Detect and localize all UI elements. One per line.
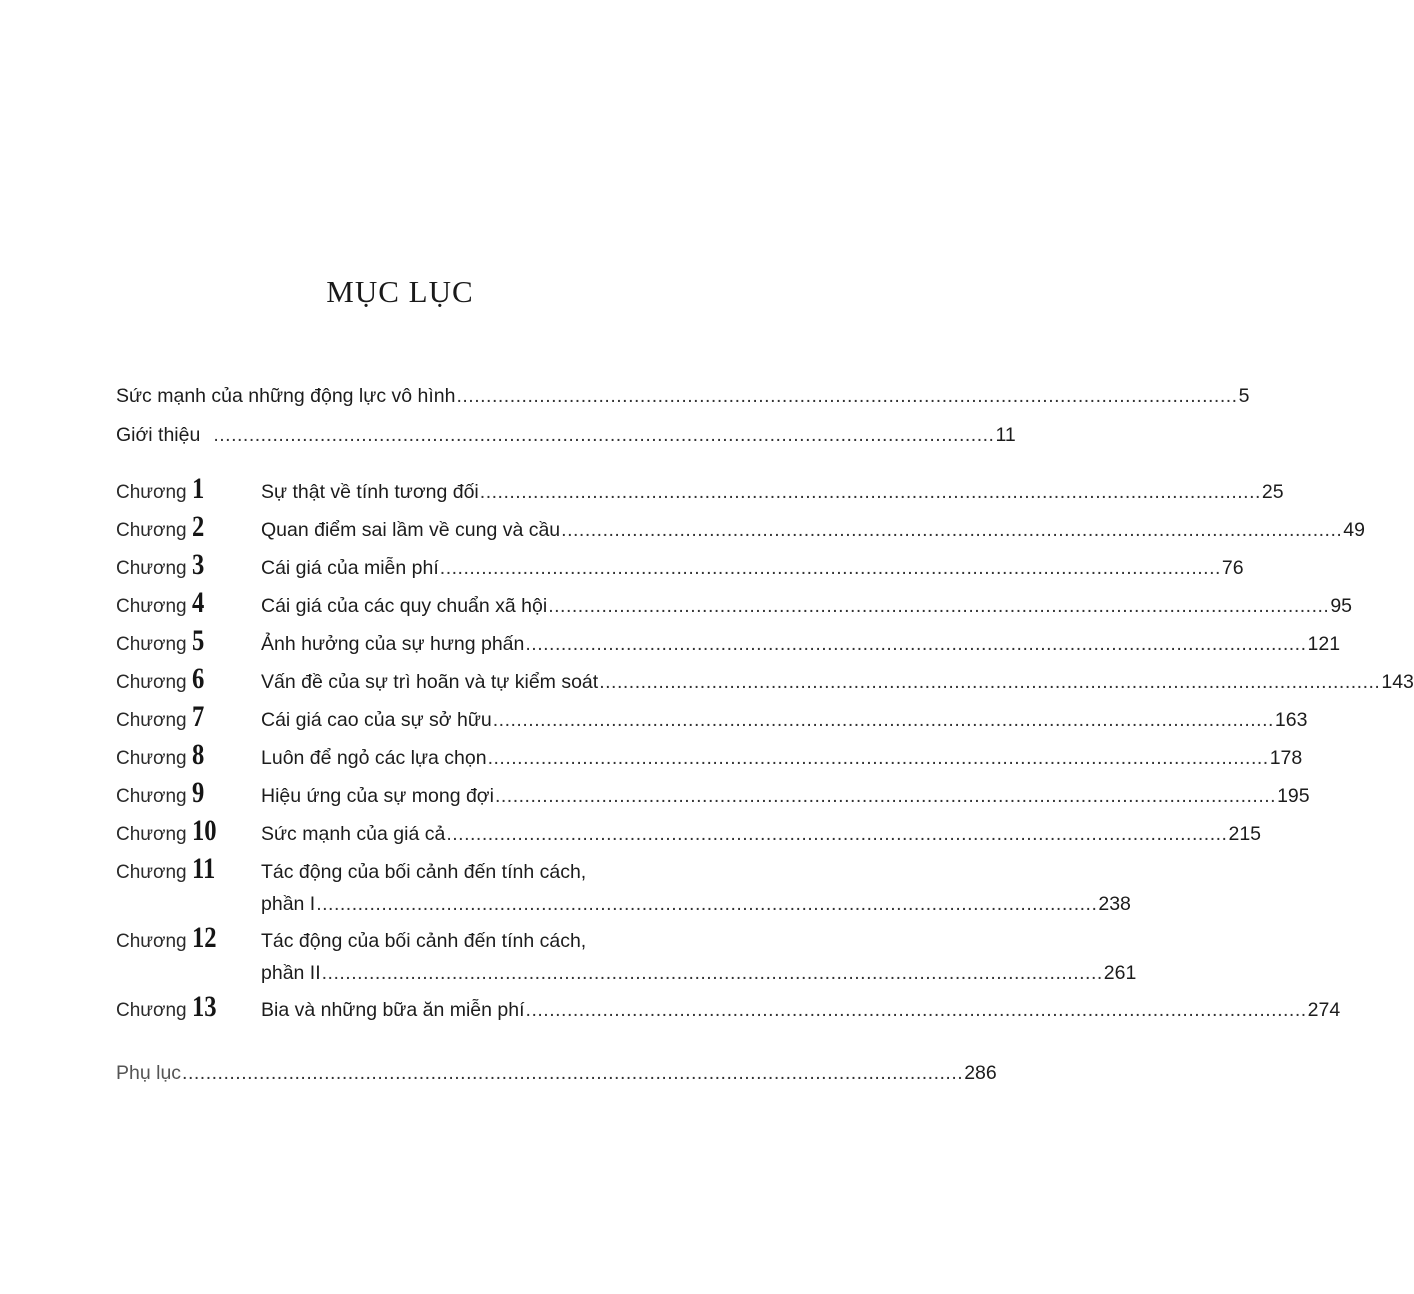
chapter-line [261, 746, 1303, 770]
chapter-label-text: Chương [116, 1000, 187, 1021]
leader-dots: .................................................................................................................................... [321, 962, 1103, 984]
toc-entry-page: 286 [964, 1062, 997, 1084]
chapter-label-text: Chương [116, 862, 187, 883]
toc-entry-page: 11 [995, 424, 1016, 446]
chapter-label [116, 738, 207, 772]
leader-dots: .................................................................................................................................... [439, 557, 1221, 579]
chapter-line [261, 632, 1341, 656]
chapter-number: 3 [191, 548, 204, 581]
chapter-title: Tác động của bối cảnh đến tính cách, [261, 930, 587, 952]
chapter-title-continuation [261, 892, 1131, 916]
chapter-label-text: Chương [116, 520, 187, 541]
chapter-label [116, 852, 220, 886]
toc-entry-page: 143 [1381, 671, 1414, 693]
chapter-label [116, 700, 207, 734]
chapter-label [116, 990, 222, 1024]
chapter-number: 4 [191, 586, 204, 619]
chapter-label [116, 510, 207, 544]
toc-entry-title: Sức mạnh của những động lực vô hình [116, 385, 456, 407]
chapter-title: Vấn đề của sự trì hoãn và tự kiểm soát [261, 671, 599, 693]
leader-dots: .................................................................................................................................... [548, 595, 1330, 617]
toc-entry-front-2[interactable] [116, 423, 1016, 447]
chapter-line [261, 480, 1284, 504]
chapter-title-continuation [261, 961, 1137, 985]
toc-entry-page: 76 [1221, 557, 1244, 579]
chapter-number: 8 [191, 738, 204, 771]
leader-dots: .................................................................................................................................... [213, 424, 995, 446]
toc-entry-page: 215 [1228, 823, 1262, 845]
chapter-label [116, 586, 207, 620]
chapter-line [261, 518, 1365, 542]
chapter-title: Tác động của bối cảnh đến tính cách, [261, 861, 587, 883]
toc-entry-page: 5 [1238, 385, 1250, 407]
toc-entry-page: 195 [1277, 785, 1310, 807]
leader-dots: .................................................................................................................................... [456, 385, 1238, 407]
toc-entry-page: 95 [1330, 595, 1353, 617]
chapter-title: Cái giá của các quy chuẩn xã hội [261, 595, 548, 617]
toc-entry-page: 178 [1269, 747, 1303, 769]
chapter-title: Cái giá của miễn phí [261, 557, 439, 579]
chapter-title: Sự thật về tính tương đối [261, 481, 479, 503]
chapter-label-text: Chương [116, 634, 187, 655]
toc-entry-title: Phụ lục [116, 1062, 182, 1084]
chapter-number: 11 [191, 852, 215, 885]
chapter-title: Ảnh hưởng của sự hưng phấn [261, 633, 525, 655]
toc-entry-page: 238 [1098, 893, 1131, 915]
chapter-title-cont: phần II [261, 962, 321, 984]
chapter-label-text: Chương [116, 824, 187, 845]
leader-dots: .................................................................................................................................... [182, 1062, 964, 1084]
chapter-label [116, 662, 207, 696]
toc-entry-back-1[interactable] [116, 1061, 997, 1085]
chapter-label [116, 472, 207, 506]
chapter-label [116, 548, 207, 582]
chapter-label [116, 921, 222, 955]
toc-entry-title: Giới thiệu [116, 424, 201, 446]
chapter-label-text: Chương [116, 931, 187, 952]
chapter-line [261, 670, 1414, 694]
page-title: MỤC LỤC [326, 274, 474, 309]
toc-entry-front-1[interactable] [116, 384, 1250, 408]
toc-entry-page: 25 [1261, 481, 1284, 503]
leader-dots: .................................................................................................................................... [446, 823, 1228, 845]
toc-entry-page: 49 [1343, 519, 1365, 541]
chapter-number: 9 [191, 776, 204, 809]
chapter-line [261, 708, 1308, 732]
chapter-line [261, 594, 1353, 618]
chapter-label [116, 814, 222, 848]
chapter-title-cont: phần I [261, 893, 316, 915]
chapter-label-text: Chương [116, 482, 187, 503]
chapter-line [261, 556, 1244, 580]
chapter-number: 13 [191, 990, 217, 1023]
chapter-label-text: Chương [116, 786, 187, 807]
chapter-line [261, 784, 1310, 808]
leader-dots: .................................................................................................................................... [599, 671, 1381, 693]
chapter-number: 12 [191, 921, 217, 954]
toc-entry-page: 121 [1307, 633, 1341, 655]
chapter-number: 1 [191, 472, 204, 505]
leader-dots: .................................................................................................................................... [525, 633, 1307, 655]
chapter-label-text: Chương [116, 596, 187, 617]
chapter-label-text: Chương [116, 672, 187, 693]
chapter-line [261, 998, 1341, 1022]
chapter-label-text: Chương [116, 748, 187, 769]
toc-entry-page: 261 [1103, 962, 1137, 984]
leader-dots: .................................................................................................................................... [525, 999, 1307, 1021]
chapter-number: 6 [191, 662, 204, 695]
chapter-number: 7 [191, 700, 204, 733]
chapter-label-text: Chương [116, 558, 187, 579]
leader-dots: .................................................................................................................................... [492, 709, 1274, 731]
chapter-label-text: Chương [116, 710, 187, 731]
chapter-number: 5 [191, 624, 204, 657]
chapter-title: Sức mạnh của giá cả [261, 823, 446, 845]
toc-entry-page: 274 [1307, 999, 1341, 1021]
leader-dots: .................................................................................................................................... [316, 893, 1098, 915]
chapter-title: Bia và những bữa ăn miễn phí [261, 999, 525, 1021]
chapter-title: Cái giá cao của sự sở hữu [261, 709, 492, 731]
leader-dots: .................................................................................................................................... [479, 481, 1261, 503]
chapter-label [116, 624, 207, 658]
leader-dots: .................................................................................................................................... [561, 519, 1343, 541]
toc-entry-page: 163 [1274, 709, 1308, 731]
chapter-number: 2 [191, 510, 204, 543]
chapter-title: Quan điểm sai lầm về cung và cầu [261, 519, 561, 541]
chapter-label [116, 776, 207, 810]
leader-dots: .................................................................................................................................... [494, 785, 1277, 807]
chapter-line [261, 822, 1262, 846]
chapter-title: Luôn để ngỏ các lựa chọn [261, 747, 487, 769]
chapter-number: 10 [191, 814, 217, 847]
leader-dots: .................................................................................................................................... [487, 747, 1269, 769]
chapter-title: Hiệu ứng của sự mong đợi [261, 785, 494, 807]
